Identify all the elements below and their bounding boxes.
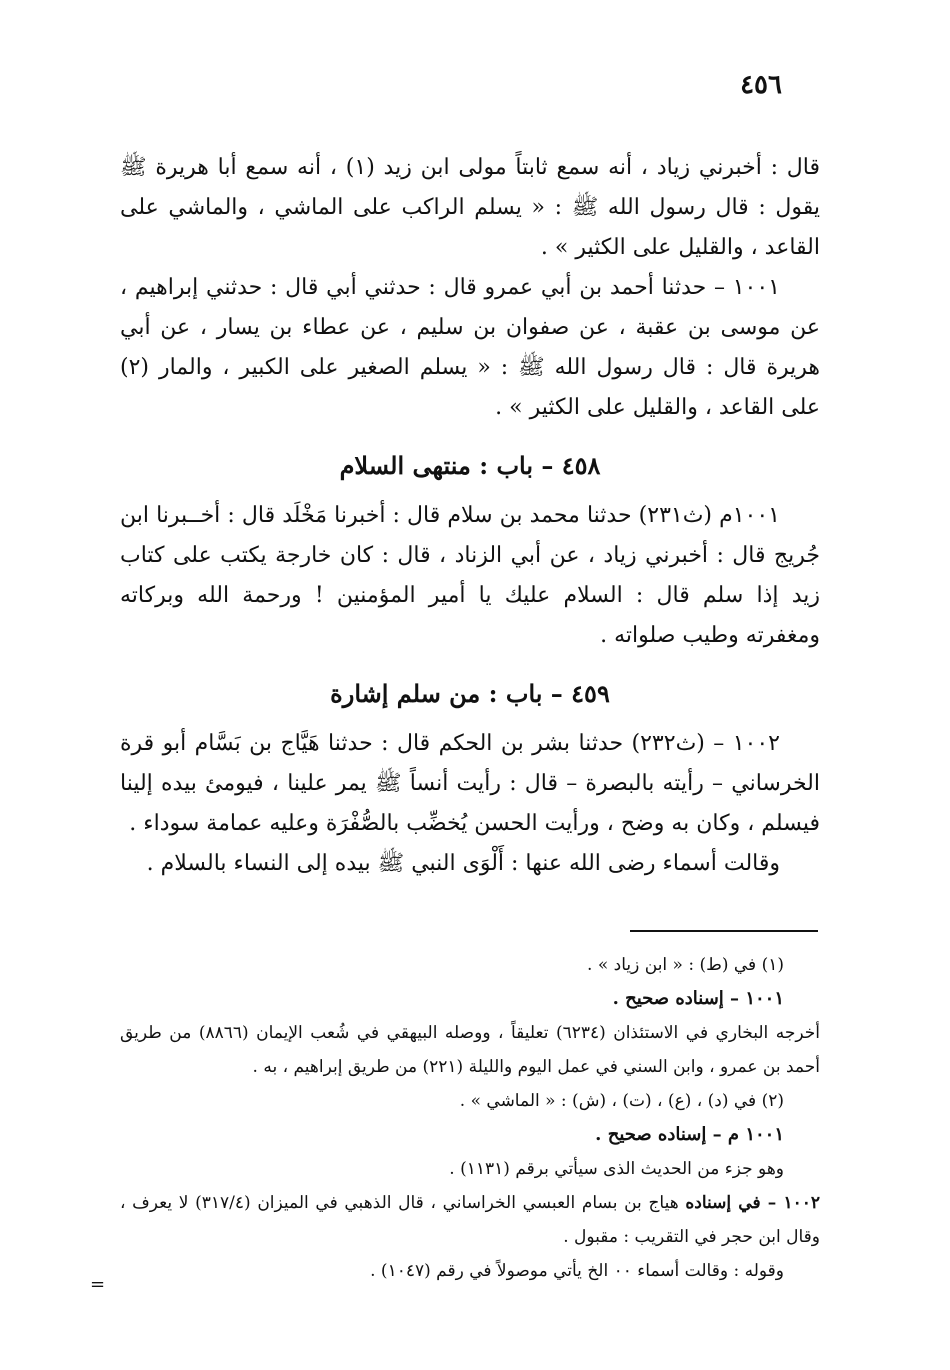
footnote-asma-note: وقوله : وقالت أسماء ٠٠ الخ يأتي موصولاً في رقم (١٠٤٧) .: [370, 1261, 784, 1281]
paragraph-asma-narration: وقالت أسماء رضى الله عنها : أَلْوَى النبي ﷺ بيده إلى النساء بالسلام .: [146, 851, 780, 876]
footnote-1002: [120, 1186, 820, 1254]
paragraph-hadith-1002: ١٠٠٢ – (ث٢٣٢) حدثنا بشر بن الحكم قال : حدثنا هَيَّاج بن بَسَّام أبو قرة الخرساني – رأيته بالبصرة – قال : رأيت أنساً ﷺ يمر علينا ، فيومئ بيده إلينا فيسلم ، وكان به وضح ، ورأيت الحسن يُخضِّب بالصُّفْرَة وعليه عمامة سوداء .: [120, 731, 820, 836]
footnote-1001m-note: وهو جزء من الحديث الذى سيأتي برقم (١١٣١) .: [449, 1159, 784, 1179]
footnote-1002-label: ١٠٠٢ – في إسناده: [685, 1193, 820, 1213]
continuation-mark: =: [90, 1274, 106, 1295]
footnote-1002-text: هياج بن بسام العبسي الخراساني ، قال الذهبي في الميزان (٣١٧/٤) لا يعرف ، وقال ابن حجر في التقريب : مقبول .: [120, 1193, 820, 1247]
footnote-1001-grading: ١٠٠١ – إسناده صحيح .: [612, 988, 784, 1009]
footnote-separator: [630, 930, 818, 932]
page-number: ٤٥٦: [740, 70, 782, 100]
footnote-1: (١) في (ط) : « ابن زياد » .: [587, 955, 784, 975]
paragraph-hadith-1001m: ١٠٠١م (ث٢٣١) حدثنا محمد بن سلام قال : أخبرنا مَخْلَد قال : أخــبرنا ابن جُريج قال : أخبرني زياد ، عن أبي الزناد ، قال : كان خارجة يكتب على كتاب زيد إذا سلم قال : السلام عليك يا أمير المؤمنين ! ورحمة الله وبركاته ومغفرته وطيب صلواته .: [120, 503, 820, 648]
footnote-1001m-grading: ١٠٠١ م – إسناده صحيح .: [595, 1124, 784, 1145]
paragraph-hadith-1001: ١٠٠١ – حدثنا أحمد بن أبي عمرو قال : حدثني أبي قال : حدثني إبراهيم ، عن موسى بن عقبة ، عن صفوان بن سليم ، عن عطاء بن يسار ، عن أبي هريرة قال : قال رسول الله ﷺ : « يسلم الصغير على الكبير ، والمار (٢) على القاعد ، والقليل على الكثير » .: [120, 275, 820, 420]
footnote-1001-takhrij: أخرجه البخاري في الاستئذان (٦٢٣٤) تعليقاً ، ووصله البيهقي في شُعب الإيمان (٨٨٦٦) من طريق أحمد بن عمرو ، وابن السني في عمل اليوم والليلة (٢٢١) من طريق إبراهيم ، به .: [120, 1023, 820, 1077]
paragraph-hadith-continuation: قال : أخبرني زياد ، أنه سمع ثابتاً مولى ابن زيد (١) ، أنه سمع أبا هريرة ﷺ يقول : قال رسول الله ﷺ : « يسلم الراكب على الماشي ، والماشي على القاعد ، والقليل على الكثير » .: [120, 155, 821, 260]
chapter-heading-458: ٤٥٨ – باب : منتهى السلام: [339, 451, 601, 480]
footnote-2: (٢) في (د) ، (ع) ، (ت) ، (ش) : « الماشي » .: [459, 1091, 784, 1111]
chapter-heading-459: ٤٥٩ – باب : من سلم إشارة: [330, 679, 610, 708]
footnotes: [120, 948, 820, 1288]
main-text: [120, 148, 820, 884]
